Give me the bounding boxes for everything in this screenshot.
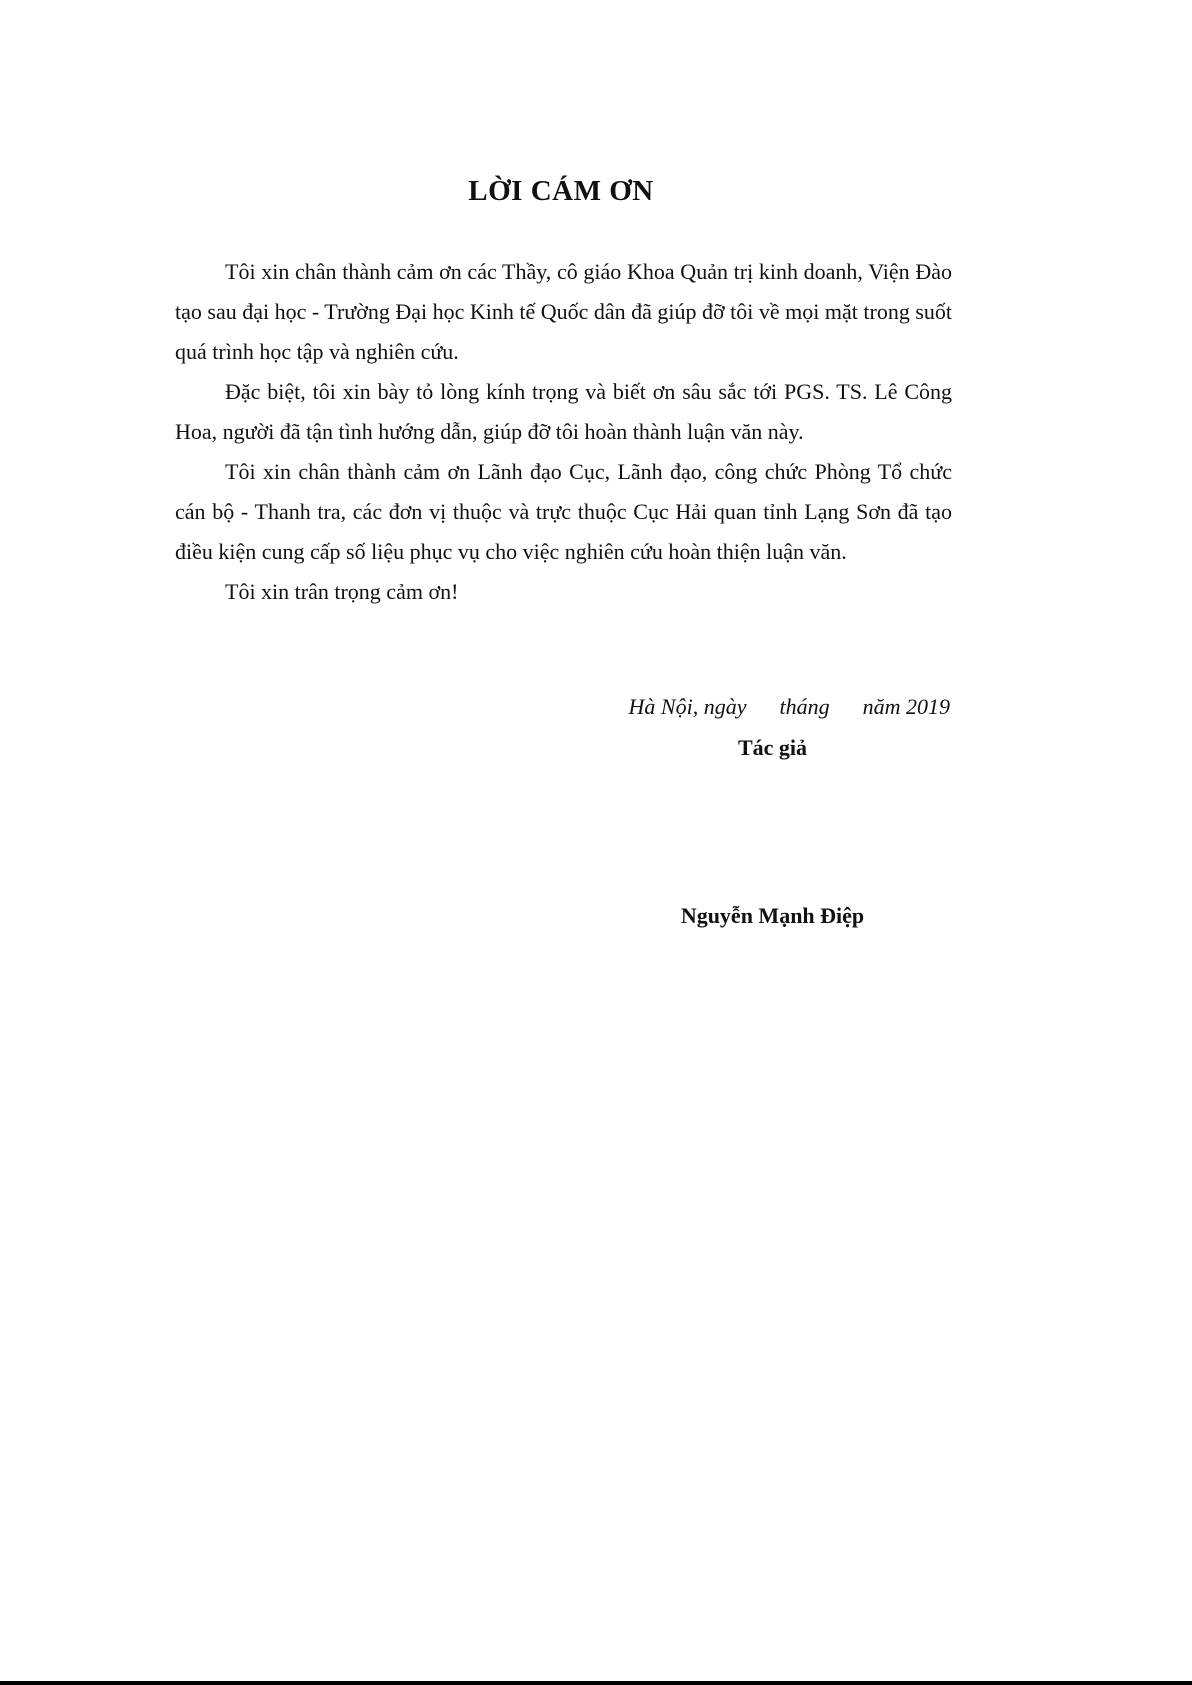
- paragraph: Đặc biệt, tôi xin bày tỏ lòng kính trọng và biết ơn sâu sắc tới PGS. TS. Lê Công Hoa, người đã tận tình hướng dẫn, giúp đỡ tôi hoàn thành luận văn này.: [175, 379, 952, 444]
- page-title: LỜI CÁM ƠN: [468, 175, 654, 207]
- acknowledgement-body: [175, 252, 952, 612]
- author-role: Tác giả: [737, 735, 808, 760]
- author-name: Nguyễn Mạnh Điệp: [680, 903, 865, 928]
- paragraph: Tôi xin trân trọng cảm ơn!: [225, 579, 459, 604]
- bottom-border: [0, 1681, 1192, 1685]
- paragraph: Tôi xin chân thành cảm ơn các Thầy, cô giáo Khoa Quản trị kinh doanh, Viện Đào tạo sau đại học - Trường Đại học Kinh tế Quốc dân đã giúp đỡ tôi về mọi mặt trong suốt quá trình học tập và nghiên cứu.: [175, 259, 952, 364]
- date-line: Hà Nội, ngày tháng năm 2019: [628, 694, 950, 719]
- paragraph: Tôi xin chân thành cảm ơn Lãnh đạo Cục, Lãnh đạo, công chức Phòng Tổ chức cán bộ - Thanh tra, các đơn vị thuộc và trực thuộc Cục Hải quan tỉnh Lạng Sơn đã tạo điều kiện cung cấp số liệu phục vụ cho việc nghiên cứu hoàn thiện luận văn.: [175, 459, 952, 564]
